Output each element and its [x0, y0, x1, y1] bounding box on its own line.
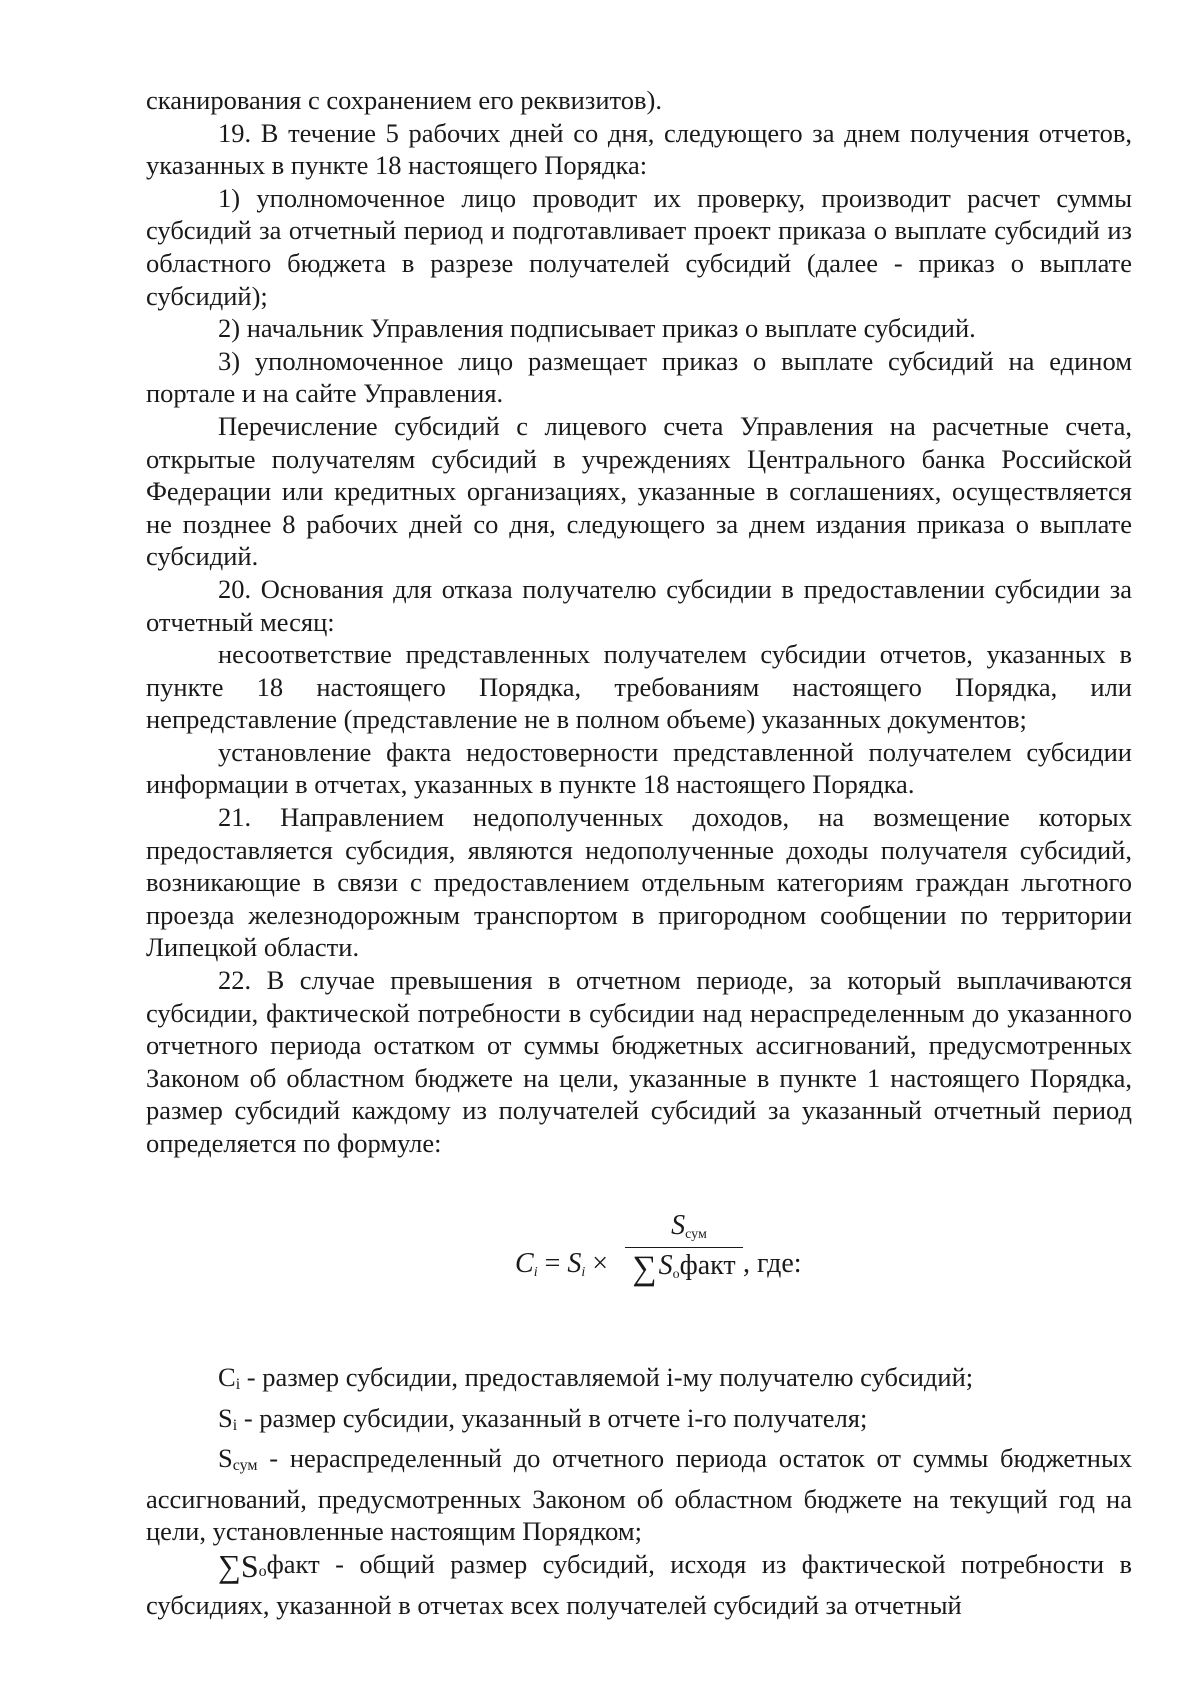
paragraph-refusal-1: несоответствие представленных получателем субсидии отчетов, указанных в пункте 18 настоящего Порядка, требованиям настоящего Порядка, или непредставление (представление не в полном объеме) указанных документов;: [146, 639, 1132, 735]
definition-ci: $C_i$ - размер субсидии, предоставляемой i-му получателю субсидий;: [218, 1362, 974, 1393]
formula-numerator: $S_{сум}$: [625, 1210, 743, 1248]
formula-denominator: $\sum S_офакт$: [632, 1250, 736, 1287]
paragraph-item-20: 20. Основания для отказа получателю субсидии в предоставлении субсидии за отчетный месяц:: [146, 573, 1132, 637]
body-text-top: [146, 84, 1132, 1160]
paragraph-item-19: 19. В течение 5 рабочих дней со дня, следующего за днем получения отчетов, указанных в пункте 18 настоящего Порядка:: [146, 117, 1132, 181]
paragraph-item-21: 21. Направлением недополученных доходов, на возмещение которых предоставляется субсидия, являются недополученные доходы получателя субсидий, возникающие в связи с предоставлением отдельным категориям граждан льготного проезда железнодорожным транспортом в пригородном сообщении по территории Липецкой области.: [146, 802, 1132, 963]
formula-suffix: , где:: [743, 1248, 802, 1279]
paragraph-subitem-2: 2) начальник Управления подписывает приказ о выплате субсидий.: [218, 313, 976, 344]
definition-si: $S_i$ - размер субсидии, указанный в отчете i-го получателя;: [218, 1402, 868, 1434]
sum-sign: ∑S: [218, 1547, 259, 1584]
formula-fraction: [625, 1210, 743, 1288]
paragraph: сканирования с сохранением его реквизитов).: [146, 85, 662, 115]
paragraph-refusal-2: установление факта недостоверности представленной получателем субсидии информации в отчетах, указанных в пункте 18 настоящего Порядка.: [146, 736, 1132, 800]
definition-sum-fact: $\sum S_офакт$ - общий размер субсидий, исходя из фактической потребности в субсидиях, указанной в отчетах всех получателей субсидий за отчетный: [146, 1547, 1132, 1620]
body-text-definitions: [146, 1361, 1132, 1621]
paragraph-transfer: Перечисление субсидий с лицевого счета Управления на расчетные счета, открытые получателям субсидий в учреждениях Центрального банка Российской Федерации или кредитных организациях, указанные в соглашениях, осуществляется не позднее 8 рабочих дней со дня, следующего за днем издания приказа о выплате субсидий.: [146, 410, 1132, 572]
paragraph-subitem-1: 1) уполномоченное лицо проводит их проверку, производит расчет суммы субсидий за отчетный период и подготавливает проект приказа о выплате субсидий из областного бюджета в разрезе получателей субсидий (далее - приказ о выплате субсидий);: [146, 182, 1132, 311]
definition-ssum: $S_{сум}$ - нераспределенный до отчетного периода остаток от суммы бюджетных ассигнований, предусмотренных Законом об областном бюджете на текущий год на цели, установленные настоящим Порядком;: [146, 1443, 1132, 1547]
sum-sign: ∑: [632, 1250, 657, 1287]
paragraph-item-22: 22. В случае превышения в отчетном периоде, за который выплачиваются субсидии, фактической потребности в субсидии над нераспределенным до указанного отчетного периода остатком от суммы бюджетных ассигнований, предусмотренных Законом об областном бюджете на цели, указанные в пункте 1 настоящего Порядка, размер субсидий каждому из получателей субсидий за указанный отчетный период определяется по формуле:: [146, 965, 1132, 1158]
paragraph-subitem-3: 3) уполномоченное лицо размещает приказ о выплате субсидий на едином портале и на сайте Управления.: [146, 345, 1132, 409]
formula-lhs: $C_i = S_i$ ×: [515, 1248, 609, 1280]
